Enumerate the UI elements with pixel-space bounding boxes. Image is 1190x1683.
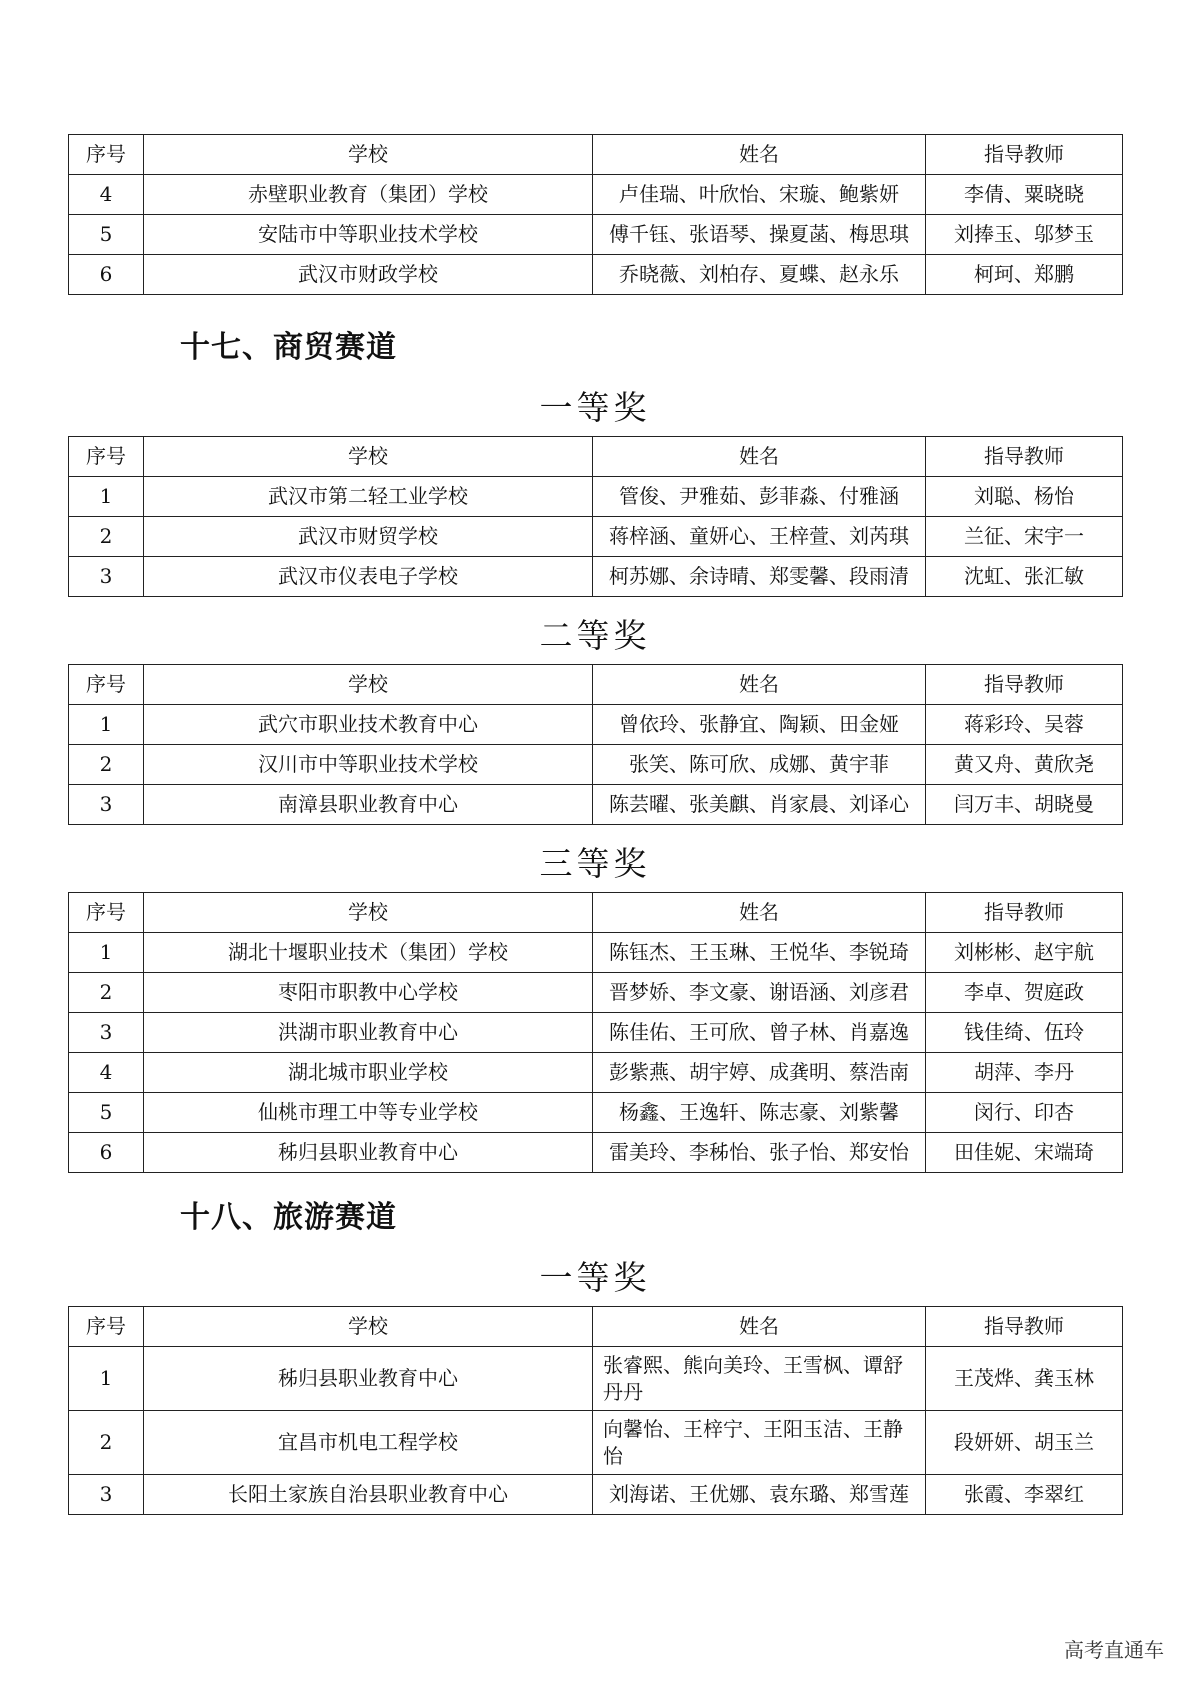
- cell-school: 湖北城市职业学校: [144, 1053, 593, 1093]
- table-row: [69, 255, 1123, 295]
- table-row: [69, 973, 1123, 1013]
- table-row: [69, 175, 1123, 215]
- table-row: [69, 1093, 1123, 1133]
- table-row: [69, 517, 1123, 557]
- table-row: [69, 1475, 1123, 1515]
- table-row: [69, 705, 1123, 745]
- header-names: 姓名: [593, 665, 926, 705]
- header-names: 姓名: [593, 135, 926, 175]
- cell-school: 宜昌市机电工程学校: [144, 1411, 593, 1475]
- cell-school: 湖北十堰职业技术（集团）学校: [144, 933, 593, 973]
- cell-seq: 3: [69, 1013, 144, 1053]
- cell-names: 卢佳瑞、叶欣怡、宋璇、鲍紫妍: [593, 175, 926, 215]
- cell-teacher: 柯珂、郑鹏: [926, 255, 1123, 295]
- table-row: [69, 933, 1123, 973]
- cell-seq: 5: [69, 215, 144, 255]
- header-teacher: 指导教师: [926, 893, 1123, 933]
- table-header-row: [69, 665, 1123, 705]
- section-title-commerce: 十七、商贸赛道: [180, 330, 397, 365]
- cell-school: 长阳土家族自治县职业教育中心: [144, 1475, 593, 1515]
- cell-school: 武汉市仪表电子学校: [144, 557, 593, 597]
- cell-teacher: 李倩、粟晓晓: [926, 175, 1123, 215]
- cell-names: 柯苏娜、余诗晴、郑雯馨、段雨清: [593, 557, 926, 597]
- table-row: [69, 1013, 1123, 1053]
- table-row: [69, 1133, 1123, 1173]
- cell-names: 陈佳佑、王可欣、曾子林、肖嘉逸: [593, 1013, 926, 1053]
- cell-teacher: 沈虹、张汇敏: [926, 557, 1123, 597]
- header-seq: 序号: [69, 1307, 144, 1347]
- header-teacher: 指导教师: [926, 437, 1123, 477]
- cell-teacher: 刘捧玉、邬梦玉: [926, 215, 1123, 255]
- cell-teacher: 蒋彩玲、吴蓉: [926, 705, 1123, 745]
- cell-seq: 1: [69, 477, 144, 517]
- table-row: [69, 1053, 1123, 1093]
- cell-teacher: 李卓、贺庭政: [926, 973, 1123, 1013]
- table-row: [69, 215, 1123, 255]
- table-header-row: [69, 437, 1123, 477]
- cell-teacher: 钱佳绮、伍玲: [926, 1013, 1123, 1053]
- cell-names: 陈芸曜、张美麒、肖家晨、刘译心: [593, 785, 926, 825]
- award-heading-second: 二等奖: [539, 616, 651, 655]
- cell-teacher: 田佳妮、宋端琦: [926, 1133, 1123, 1173]
- cell-names: 陈钰杰、王玉琳、王悦华、李锐琦: [593, 933, 926, 973]
- cell-names: 晋梦娇、李文豪、谢语涵、刘彦君: [593, 973, 926, 1013]
- cell-names: 蒋梓涵、童妍心、王梓萱、刘芮琪: [593, 517, 926, 557]
- table-commerce-second: [68, 664, 1123, 825]
- cell-seq: 2: [69, 973, 144, 1013]
- header-school: 学校: [144, 437, 593, 477]
- cell-teacher: 张霞、李翠红: [926, 1475, 1123, 1515]
- cell-names: 杨鑫、王逸轩、陈志豪、刘紫馨: [593, 1093, 926, 1133]
- table-tourism-first: [68, 1306, 1123, 1515]
- cell-seq: 2: [69, 745, 144, 785]
- cell-school: 武汉市第二轻工业学校: [144, 477, 593, 517]
- cell-seq: 3: [69, 557, 144, 597]
- header-school: 学校: [144, 665, 593, 705]
- cell-names: 曾依玲、张静宜、陶颖、田金娅: [593, 705, 926, 745]
- cell-names: 张笑、陈可欣、成娜、黄宇菲: [593, 745, 926, 785]
- header-names: 姓名: [593, 1307, 926, 1347]
- cell-school: 汉川市中等职业技术学校: [144, 745, 593, 785]
- cell-teacher: 黄又舟、黄欣尧: [926, 745, 1123, 785]
- cell-seq: 3: [69, 785, 144, 825]
- cell-seq: 5: [69, 1093, 144, 1133]
- header-school: 学校: [144, 135, 593, 175]
- cell-names: 乔晓薇、刘柏存、夏蝶、赵永乐: [593, 255, 926, 295]
- cell-school: 秭归县职业教育中心: [144, 1133, 593, 1173]
- cell-seq: 1: [69, 705, 144, 745]
- section-title-tourism: 十八、旅游赛道: [180, 1200, 397, 1235]
- cell-teacher: 兰征、宋宇一: [926, 517, 1123, 557]
- cell-teacher: 闵行、印杏: [926, 1093, 1123, 1133]
- cell-seq: 3: [69, 1475, 144, 1515]
- cell-school: 赤壁职业教育（集团）学校: [144, 175, 593, 215]
- award-heading-third: 三等奖: [539, 844, 651, 883]
- header-seq: 序号: [69, 437, 144, 477]
- cell-school: 仙桃市理工中等专业学校: [144, 1093, 593, 1133]
- table-header-row: [69, 1307, 1123, 1347]
- header-school: 学校: [144, 893, 593, 933]
- header-teacher: 指导教师: [926, 135, 1123, 175]
- header-seq: 序号: [69, 893, 144, 933]
- cell-seq: 2: [69, 1411, 144, 1475]
- cell-school: 武汉市财政学校: [144, 255, 593, 295]
- header-school: 学校: [144, 1307, 593, 1347]
- cell-school: 安陆市中等职业技术学校: [144, 215, 593, 255]
- header-seq: 序号: [69, 665, 144, 705]
- cell-teacher: 刘彬彬、赵宇航: [926, 933, 1123, 973]
- cell-names: 张睿熙、熊向美玲、王雪枫、谭舒丹丹: [593, 1347, 926, 1411]
- table-header-row: [69, 893, 1123, 933]
- table-row: [69, 477, 1123, 517]
- header-names: 姓名: [593, 893, 926, 933]
- table-row: [69, 785, 1123, 825]
- header-seq: 序号: [69, 135, 144, 175]
- cell-teacher: 王茂烨、龚玉林: [926, 1347, 1123, 1411]
- table-commerce-third: [68, 892, 1123, 1173]
- header-teacher: 指导教师: [926, 1307, 1123, 1347]
- header-teacher: 指导教师: [926, 665, 1123, 705]
- cell-school: 秭归县职业教育中心: [144, 1347, 593, 1411]
- cell-school: 武汉市财贸学校: [144, 517, 593, 557]
- cell-names: 彭紫燕、胡宇婷、成龚明、蔡浩南: [593, 1053, 926, 1093]
- cell-seq: 1: [69, 1347, 144, 1411]
- cell-teacher: 闫万丰、胡晓曼: [926, 785, 1123, 825]
- table-row: [69, 745, 1123, 785]
- cell-seq: 6: [69, 255, 144, 295]
- cell-seq: 4: [69, 175, 144, 215]
- cell-seq: 6: [69, 1133, 144, 1173]
- cell-seq: 4: [69, 1053, 144, 1093]
- cell-names: 雷美玲、李秭怡、张子怡、郑安怡: [593, 1133, 926, 1173]
- cell-school: 武穴市职业技术教育中心: [144, 705, 593, 745]
- table-prev-page: [68, 134, 1123, 295]
- cell-names: 刘海诺、王优娜、袁东璐、郑雪莲: [593, 1475, 926, 1515]
- table-row: [69, 557, 1123, 597]
- table-row: [69, 1411, 1123, 1475]
- cell-school: 枣阳市职教中心学校: [144, 973, 593, 1013]
- cell-names: 向馨怡、王梓宁、王阳玉洁、王静怡: [593, 1411, 926, 1475]
- cell-seq: 1: [69, 933, 144, 973]
- table-commerce-first: [68, 436, 1123, 597]
- award-heading-first: 一等奖: [539, 388, 651, 427]
- header-names: 姓名: [593, 437, 926, 477]
- cell-names: 管俊、尹雅茹、彭菲淼、付雅涵: [593, 477, 926, 517]
- cell-names: 傅千钰、张语琴、操夏菡、梅思琪: [593, 215, 926, 255]
- cell-teacher: 胡萍、李丹: [926, 1053, 1123, 1093]
- watermark: 高考直通车: [1064, 1638, 1164, 1662]
- cell-teacher: 段妍妍、胡玉兰: [926, 1411, 1123, 1475]
- cell-school: 洪湖市职业教育中心: [144, 1013, 593, 1053]
- award-heading-first: 一等奖: [539, 1258, 651, 1297]
- cell-seq: 2: [69, 517, 144, 557]
- cell-teacher: 刘聪、杨怡: [926, 477, 1123, 517]
- cell-school: 南漳县职业教育中心: [144, 785, 593, 825]
- table-header-row: [69, 135, 1123, 175]
- table-row: [69, 1347, 1123, 1411]
